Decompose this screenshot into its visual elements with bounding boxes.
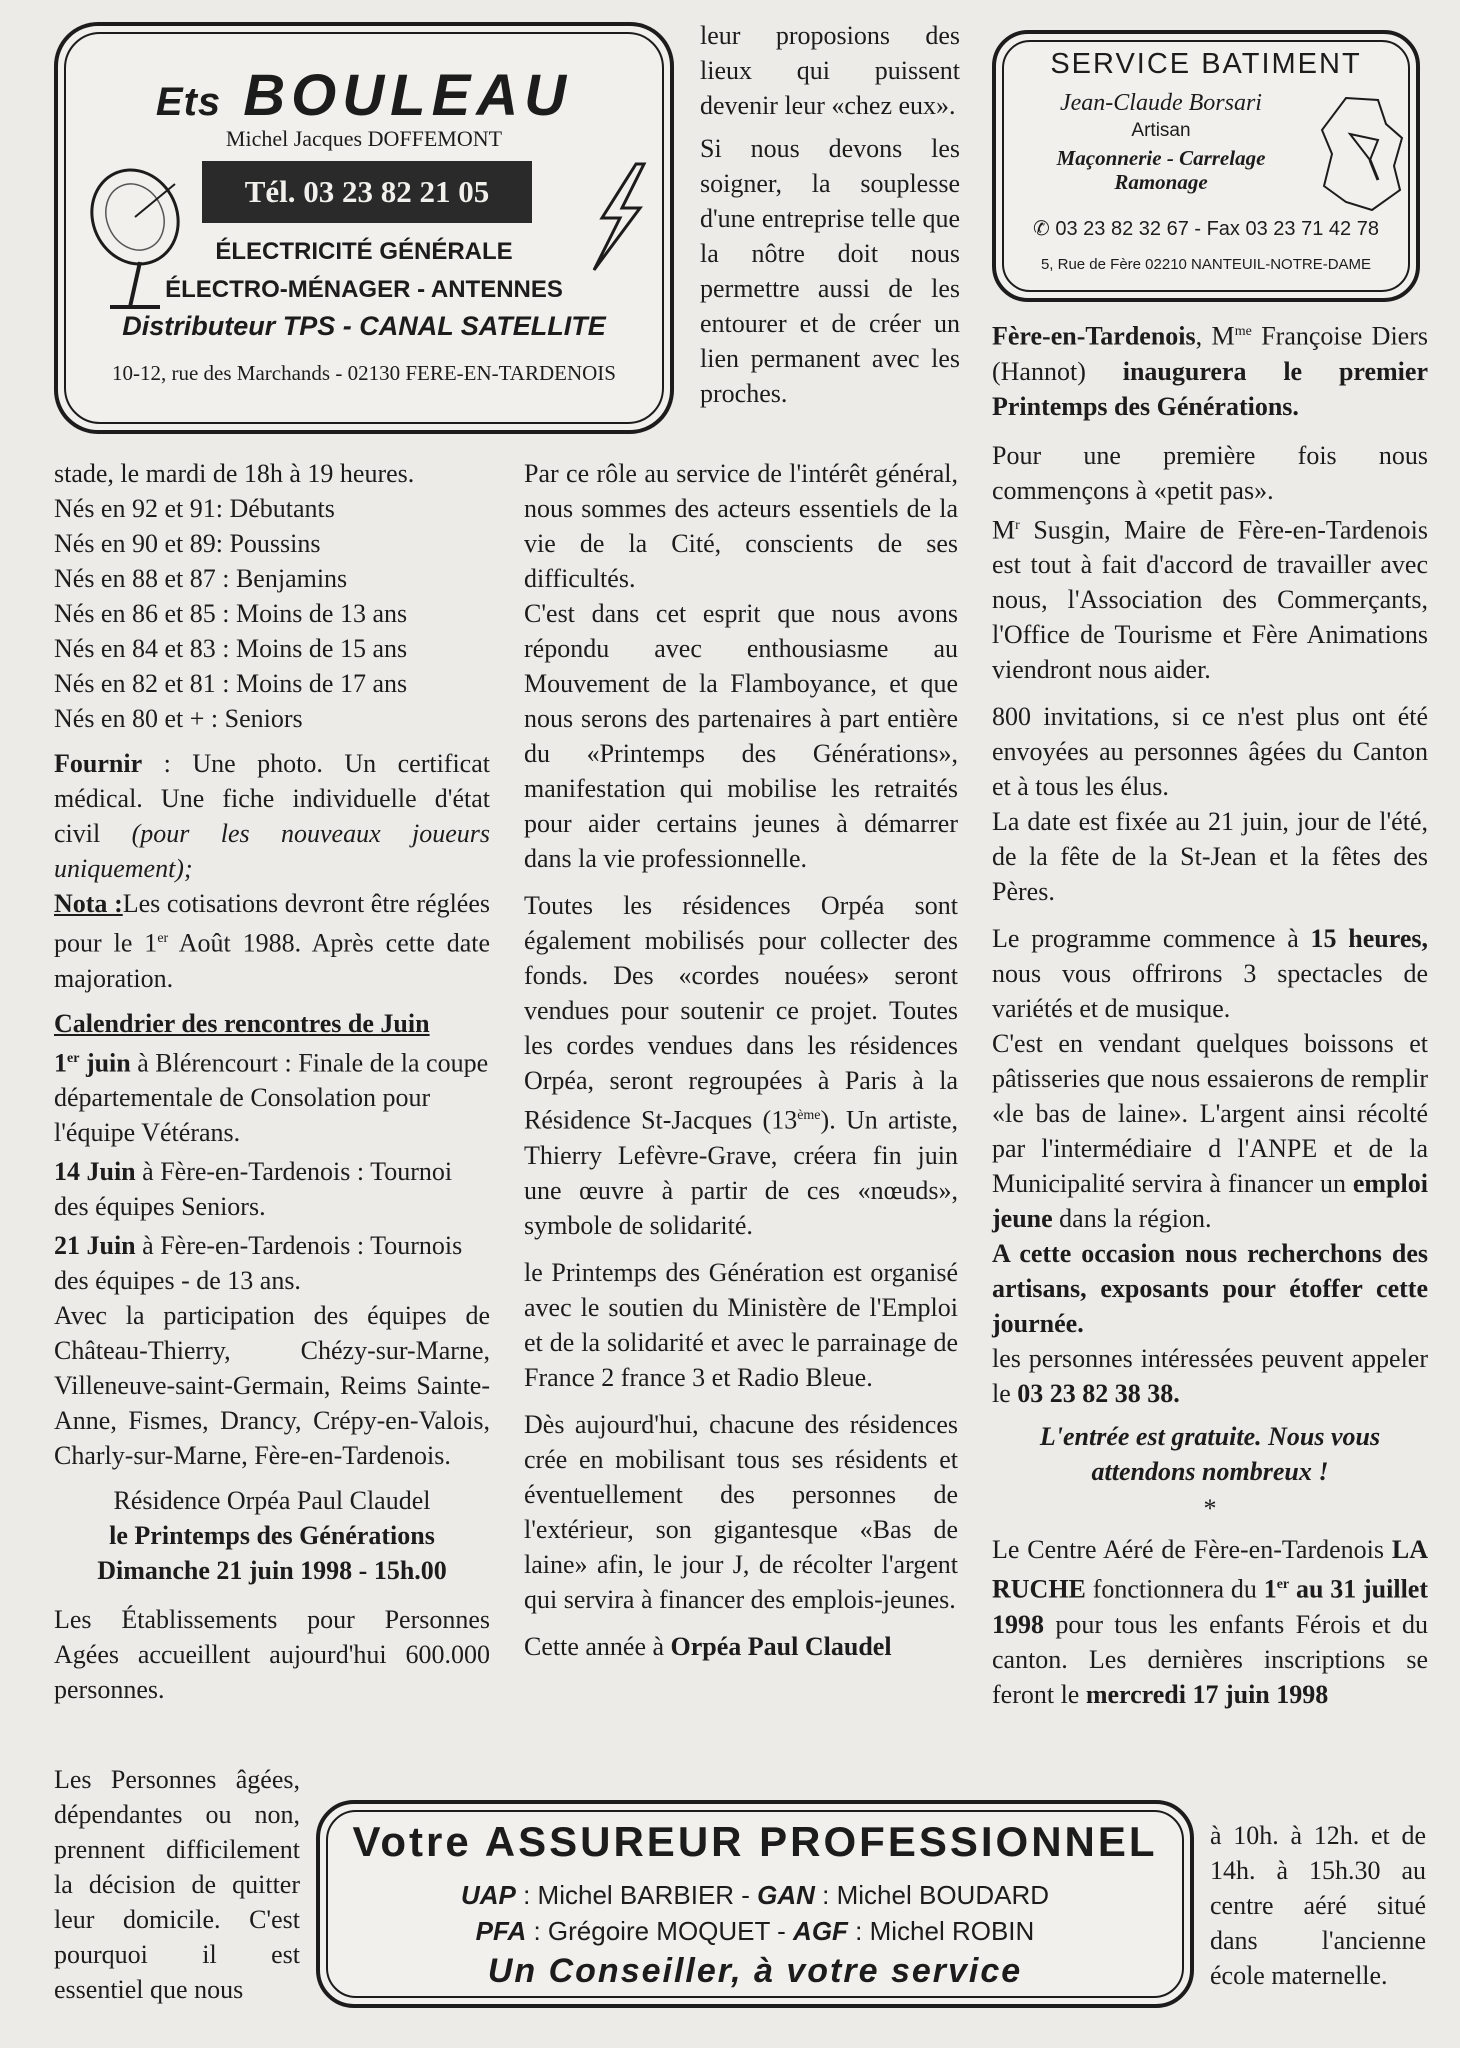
- fere-bold: Fère-en-Tardenois: [992, 321, 1196, 351]
- column-3-bottom: [1210, 1818, 1426, 1993]
- cette-annee-paragraph: [524, 1629, 958, 1664]
- fere-text-c: Françoise Diers (Hannot): [992, 321, 1428, 386]
- residence-line-3: Dimanche 21 juin 1998 - 15h.00: [97, 1556, 447, 1586]
- fere-text-d: inaugurera le premier Printemps des Générations.: [992, 356, 1428, 421]
- centre-text-c: fonctionnera du: [1085, 1574, 1264, 1604]
- bouleau-phone: Tél. 03 23 82 21 05: [202, 161, 532, 223]
- assureur-title: Votre ASSUREUR PROFESSIONNEL: [352, 1818, 1158, 1865]
- residences-paragraph: [524, 888, 958, 1243]
- bouleau-brand-name: BOULEAU: [243, 63, 573, 128]
- age-row: [54, 491, 490, 526]
- centre-paragraph: [992, 1532, 1428, 1712]
- fournir-label: Fournir: [54, 749, 143, 778]
- column-2: [524, 456, 958, 1664]
- age-years: Nés en 82 et 81 :: [54, 669, 230, 698]
- age-category: Moins de 17 ans: [229, 669, 408, 698]
- centre-date-1: 1: [1263, 1574, 1277, 1604]
- nota-text-a: Les cotisations devront être réglées pour le 1: [54, 889, 491, 958]
- susgin-paragraph: [992, 508, 1428, 688]
- event-3-date: 21 Juin: [54, 1231, 136, 1261]
- fournir-text: : Une photo. Un certificat médical. Une fiche individuelle d'état civil: [54, 749, 490, 848]
- event-1: [54, 1041, 490, 1151]
- bouleau-address: 10-12, rue des Marchands - 02130 FERE-EN-TARDENOIS: [112, 361, 616, 385]
- event-3: [54, 1228, 490, 1298]
- event-1-sup: er: [67, 1050, 80, 1066]
- cette-annee-bold: Orpéa Paul Claudel: [670, 1631, 892, 1661]
- centre-sup: er: [1276, 1577, 1290, 1593]
- age-category: Moins de 13 ans: [229, 599, 408, 628]
- fournir-note: (pour les nouveaux joueurs uniquement);: [54, 819, 490, 883]
- des-aujourdhui-paragraph: Dès aujourd'hui, chacune des résidences crée en mobilisant tous ses résidents et éventuellement des personnes de l'extérieur, son gigantesque «Bas de laine» afin, le jour J, de récolter l'argent qui servira à financer des emplois-jeunes.: [524, 1409, 958, 1614]
- service-title: SERVICE BATIMENT: [1050, 48, 1362, 80]
- printemps-paragraph: le Printemps des Génération est organisé avec le soutien du Ministère de l'Emploi et de la solidarité et avec le parrainage de France 2 france 3 et Radio Bleue.: [524, 1257, 958, 1392]
- nota-label: Nota :: [54, 889, 123, 918]
- interesse-text: les personnes intéressées peuvent appeler le: [992, 1344, 1428, 1409]
- assureur-uap: UAP: [460, 1880, 516, 1910]
- separator-star: *: [1203, 1494, 1217, 1524]
- age-years: Nés en 88 et 87 :: [54, 564, 230, 593]
- soigner-paragraph: Si nous devons les soigner, la souplesse d'une entreprise telle que la nôtre doit nous permettre aussi de les entourer et de créer un lien permanent avec les proches.: [700, 134, 960, 408]
- event-2: [54, 1154, 490, 1224]
- fournir-paragraph: [54, 746, 490, 886]
- centre-text-f: pour tous les enfants Férois et du canton. Les dernières inscriptions se feront le: [992, 1609, 1428, 1709]
- premiere-paragraph: Pour une première fois nous commençons à «petit pas».: [992, 440, 1428, 505]
- column-2-top: [700, 18, 960, 411]
- age-row: [54, 631, 490, 666]
- nota-text-b: Août 1988. Après cette date majoration.: [54, 928, 490, 993]
- service-name: Jean-Claude Borsari: [1060, 90, 1262, 116]
- entree-paragraph: L'entrée est gratuite. Nous vous attendons nombreux !: [1039, 1422, 1381, 1487]
- fere-text-b: , M: [1195, 321, 1235, 351]
- age-row: [54, 701, 490, 736]
- col2-top-paragraph: leur proposions des lieux qui puissent devenir leur «chez eux».: [700, 21, 960, 120]
- bouleau-brand-prefix: Ets: [155, 80, 222, 124]
- susgin-text-a: M: [992, 515, 1016, 545]
- event-3-text: à Fère-en-Tardenois : Tournois des équipes - de 13 ans.: [54, 1231, 463, 1296]
- ad-service-batiment: [992, 30, 1420, 302]
- assureur-slogan: Un Conseiller, à votre service: [487, 1952, 1023, 1990]
- cette-annee-text: Cette année à: [524, 1631, 671, 1661]
- bouleau-line2: ÉLECTRO-MÉNAGER - ANTENNES: [165, 276, 563, 303]
- event-1-text: à Blérencourt : Finale de la coupe départementale de Consolation pour l'équipe Vétérans.: [54, 1048, 489, 1148]
- programme-paragraph: [992, 921, 1428, 1026]
- age-years: Nés en 90 et 89:: [54, 529, 223, 558]
- age-row: [54, 596, 490, 631]
- residence-line-1: Résidence Orpéa Paul Claudel: [113, 1486, 431, 1516]
- service-trade1: Maçonnerie - Carrelage: [1056, 146, 1266, 170]
- service-trade2: Ramonage: [1114, 170, 1208, 194]
- column-3: [992, 314, 1428, 1712]
- nota-paragraph: [54, 886, 490, 996]
- fere-sup: me: [1234, 324, 1252, 339]
- assureur-line-1: [320, 1880, 1190, 1911]
- column-1-bottom: [54, 1762, 300, 2007]
- ad-bouleau: [54, 22, 674, 434]
- age-row: [54, 526, 490, 561]
- role-paragraph: Par ce rôle au service de l'intérêt général, nous sommes des acteurs essentiels de la vie de la Cité, conscients de ses difficultés.: [524, 459, 958, 593]
- assureur-line-2: [320, 1916, 1190, 1947]
- susgin-text-b: Susgin, Maire de Fère-en-Tardenois est tout à fait d'accord de travailler avec nous, l'Association des Commerçants, l'Office de Tourisme et Fère Animations viendront nous aider.: [992, 515, 1428, 685]
- age-years: Nés en 80 et +: [54, 704, 211, 733]
- fere-paragraph: [992, 314, 1428, 424]
- susgin-sup: r: [1015, 517, 1020, 533]
- programme-text-a: Le programme commence à: [992, 924, 1311, 954]
- occasion-paragraph: A cette occasion nous recherchons des artisans, exposants pour étoffer cette journée.: [992, 1239, 1428, 1339]
- col1-intro: stade, le mardi de 18h à 19 heures.: [54, 459, 415, 488]
- bouleau-brand: [58, 64, 670, 134]
- centre-text-a: Le Centre Aéré de Fère-en-Tardenois: [992, 1535, 1392, 1565]
- age-category: : Seniors: [210, 704, 303, 733]
- trowel-map-icon: [1316, 94, 1408, 214]
- event-1-date: 1: [54, 1048, 67, 1078]
- centre-hours: à 10h. à 12h. et de 14h. à 15h.30 au centre aéré situé dans l'ancienne école maternelle.: [1210, 1821, 1426, 1990]
- etablissements-paragraph: Les Établissements pour Personnes Agées accueillent aujourd'hui 600.000 personnes.: [54, 1605, 490, 1705]
- assureur-moquet: : Grégoire MOQUET -: [526, 1916, 794, 1946]
- age-row: [54, 666, 490, 701]
- event-1-date2: juin: [79, 1048, 131, 1078]
- event-2-text: à Fère-en-Tardenois : Tournoi des équipes Seniors.: [54, 1157, 453, 1222]
- participation-paragraph: Avec la participation des équipes de Château-Thierry, Chézy-sur-Marne, Villeneuve-saint-Germain, Reims Sainte-Anne, Fismes, Drancy, Crépy-en-Valois, Charly-sur-Marne, Fère-en-Tardenois.: [54, 1301, 490, 1471]
- vendant-text-a: C'est en vendant quelques boissons et pâtisseries que nous essaierons de remplir «le bas de laine». L'argent ainsi récolté par l'intermédiaire d l'ANPE et de la Municipalité servira à financer un: [992, 1029, 1428, 1199]
- assureur-agf: AGF: [793, 1916, 848, 1946]
- esprit-paragraph: C'est dans cet esprit que nous avons répondu avec enthousiasme au Mouvement de la Flamboyance, et que nous serons des partenaires à part entière du «Printemps des Générations», manifestation qui mobilise les retraités pour aider certains jeunes à démarrer dans la vie professionnelle.: [524, 599, 958, 873]
- column-1: [54, 456, 490, 1717]
- age-categories: [54, 491, 490, 736]
- centre-ruche: LA RUCHE: [992, 1535, 1428, 1604]
- residences-text-b: ). Un artiste, Thierry Lefèvre-Grave, créera fin juin une œuvre à partir de ces «nœuds», symbole de solidarité.: [524, 1105, 958, 1240]
- bouleau-owner: Michel Jacques DOFFEMONT: [225, 126, 503, 151]
- assureur-robin: : Michel ROBIN: [847, 1916, 1035, 1946]
- residences-text-a: Toutes les résidences Orpéa sont également mobilisés pour collecter des fonds. Des «cordes nouées» seront vendues pour soutenir ce projet. Toutes les cordes vendues dans les résidences Orpéa, seront regroupées à Paris à la Résidence St-Jacques (13: [524, 891, 958, 1135]
- event-2-date: 14 Juin: [54, 1157, 136, 1187]
- ad-assureur: [316, 1800, 1194, 2008]
- assureur-pfa: PFA: [475, 1916, 527, 1946]
- calendar-title: Calendrier des rencontres de Juin: [54, 1008, 430, 1038]
- residences-sup: ème: [797, 1108, 821, 1123]
- assureur-barbier: : Michel BARBIER -: [515, 1880, 758, 1910]
- service-address: 5, Rue de Fère 02210 NANTEUIL-NOTRE-DAME: [1040, 256, 1372, 273]
- centre-date-3: mercredi 17 juin 1998: [1085, 1679, 1329, 1709]
- age-category: Benjamins: [229, 564, 348, 593]
- age-years: Nés en 84 et 83 :: [54, 634, 230, 663]
- centre-date-2: au 31 juillet 1998: [992, 1574, 1428, 1639]
- service-phones: ✆ 03 23 82 32 67 - Fax 03 23 71 42 78: [1033, 218, 1379, 240]
- nota-sup: er: [157, 931, 169, 946]
- vendant-paragraph: [992, 1026, 1428, 1236]
- bouleau-line1: ÉLECTRICITÉ GÉNÉRALE: [215, 238, 513, 265]
- programme-text-c: nous vous offrirons 3 spectacles de variétés et de musique.: [992, 959, 1428, 1024]
- age-row: [54, 561, 490, 596]
- personnes-paragraph: Les Personnes âgées, dépendantes ou non, prennent difficilement la décision de quitter leur domicile. C'est pourquoi il est essentiel que nous: [54, 1765, 300, 2004]
- service-role: Artisan: [1131, 120, 1191, 141]
- interesse-paragraph: [992, 1341, 1428, 1411]
- age-category: Débutants: [222, 494, 335, 523]
- vendant-bold: emploi jeune: [992, 1169, 1428, 1234]
- assureur-boudard: : Michel BOUDARD: [814, 1880, 1049, 1910]
- invitations-paragraph: 800 invitations, si ce n'est plus ont été envoyées au personnes âgées du Canton et à tous les élus.: [992, 702, 1428, 802]
- assureur-gan: GAN: [757, 1880, 815, 1910]
- date-paragraph: La date est fixée au 21 juin, jour de l'été, de la fête de la St-Jean et la fêtes des Pères.: [992, 807, 1428, 907]
- age-years: Nés en 92 et 91:: [54, 494, 223, 523]
- residence-line-2: le Printemps des Générations: [109, 1521, 435, 1551]
- programme-bold: 15 heures,: [1310, 924, 1428, 954]
- interesse-phone: 03 23 82 38 38.: [1017, 1379, 1180, 1409]
- age-category: Poussins: [222, 529, 321, 558]
- age-years: Nés en 86 et 85 :: [54, 599, 230, 628]
- vendant-text-c: dans la région.: [1052, 1204, 1212, 1234]
- age-category: Moins de 15 ans: [229, 634, 408, 663]
- bouleau-line3: Distributeur TPS - CANAL SATELLITE: [122, 311, 606, 341]
